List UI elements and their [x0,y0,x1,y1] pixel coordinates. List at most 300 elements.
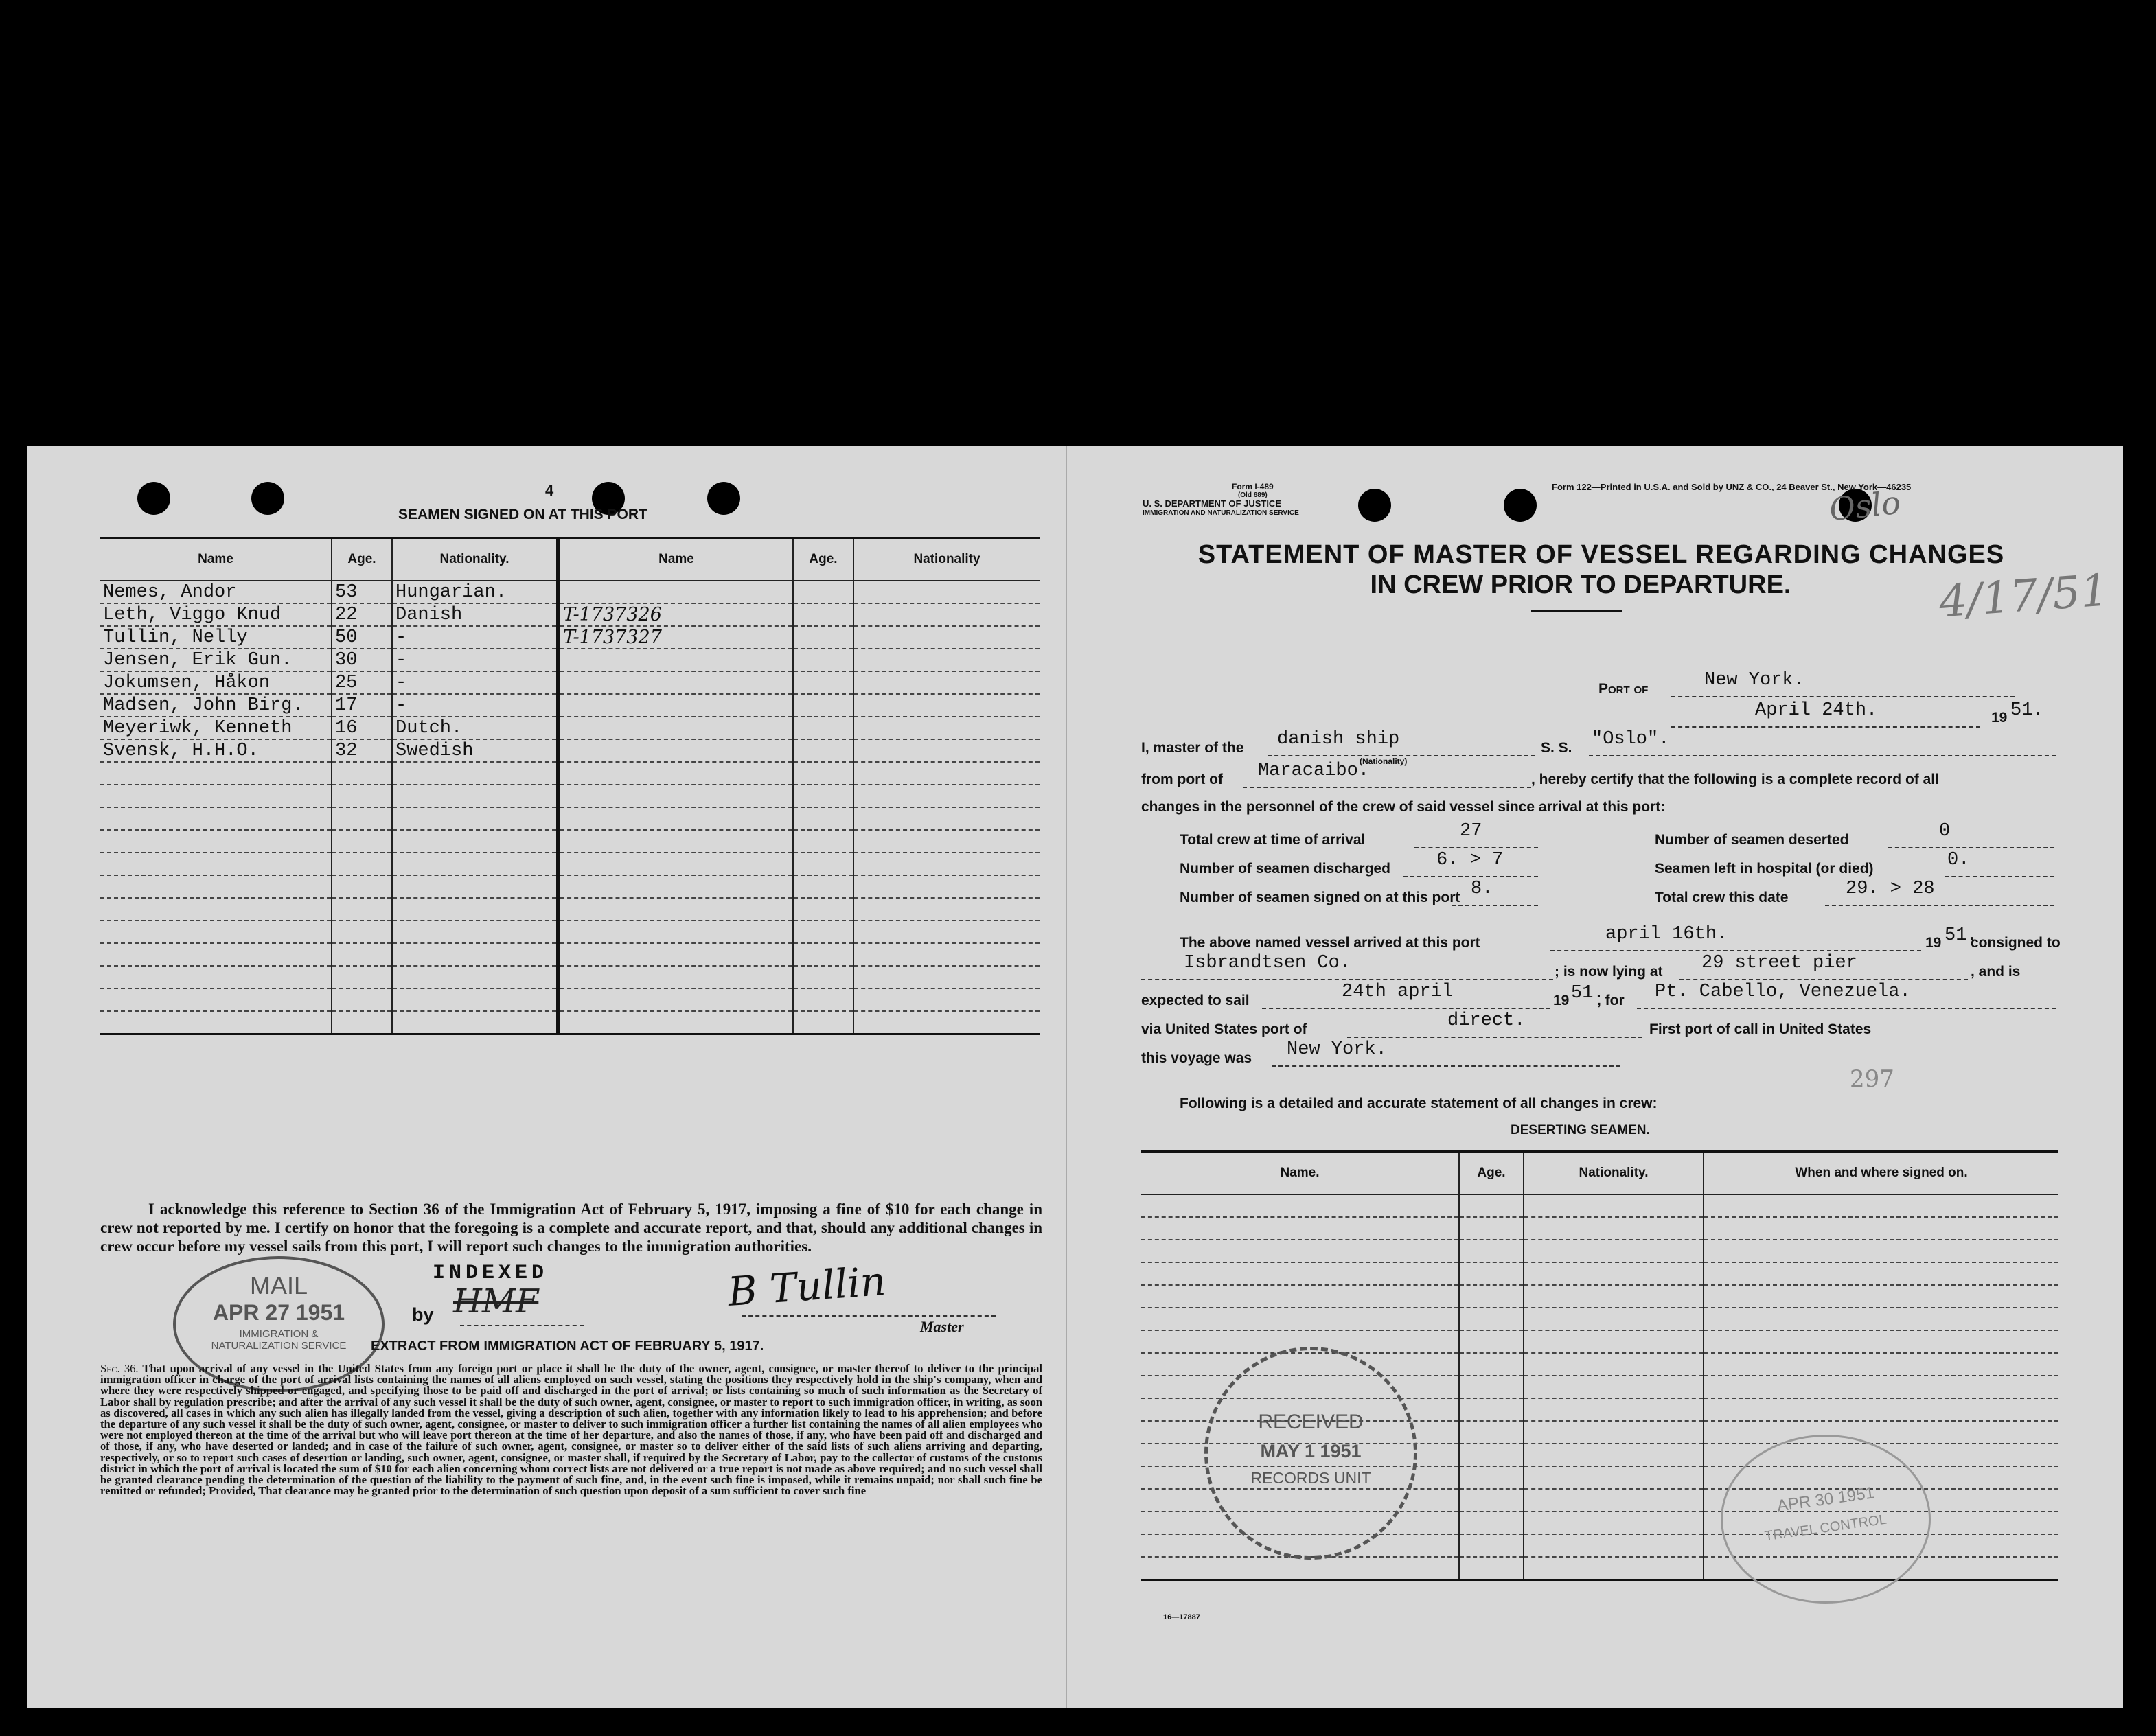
seamen-signed-body [100,581,1040,1034]
table-row [100,603,1040,626]
table-row [100,581,1040,603]
seaman-nationality-2 [853,966,1040,988]
lying-line [1679,979,1968,980]
seaman-name: Meyeriwk, Kenneth [100,717,332,739]
total-today-value: 29. > 28 [1846,879,1935,899]
handwritten-number: 297 [1850,1065,1894,1093]
discharged-line [1403,876,1538,877]
seaman-name: Nemes, Andor [100,581,332,603]
certify-text-2: changes in the personnel of the crew of said vessel since arrival at this port: [1141,799,1666,815]
deserting-name [1141,1194,1459,1217]
deserted-value: 0 [1939,821,1951,842]
table-row [100,921,1040,943]
seaman-note [558,671,793,694]
deserting-signed-on [1704,1398,2058,1421]
seaman-age-2 [793,966,853,988]
sail-year-prefix: 19 [1553,993,1570,1008]
seaman-note [558,830,793,853]
deserting-header-row [1141,1152,2058,1195]
ship-name-value: "Oslo". [1592,729,1670,750]
date-value: April 24th. [1755,700,1878,721]
seaman-age: 53 [332,581,392,603]
deserting-nationality [1524,1353,1704,1376]
seaman-age-2 [793,762,853,785]
sail-date-value: 24th april [1342,982,1454,1002]
nationality-caption: (Nationality) [1360,756,1408,766]
seaman-nationality: Dutch. [392,717,558,739]
seaman-age-2 [793,694,853,717]
handwritten-date: 4/17/51 [1937,565,2110,628]
year-value: 51. [2010,700,2044,721]
seaman-nationality-2 [853,853,1040,875]
deserting-name [1141,1262,1459,1285]
deserting-nationality [1524,1466,1704,1489]
deserting-signed-on [1704,1353,2058,1376]
seaman-nationality-2 [853,671,1040,694]
seaman-note [558,581,793,603]
seaman-name [100,966,332,988]
seaman-nationality [392,898,558,921]
seaman-age [332,988,392,1011]
via-port-value: direct. [1447,1010,1526,1031]
seaman-nationality-2 [853,943,1040,966]
table-row [100,1011,1040,1034]
seaman-age-2 [793,581,853,603]
seaman-nationality [392,966,558,988]
seaman-age-2 [793,830,853,853]
deserting-age [1459,1557,1524,1580]
table-row [100,626,1040,649]
punch-hole [251,482,284,515]
extract-text: That upon arrival of any vessel in the United States from any foreign port or place it shall be the duty of the owner, agent, consignee, or master thereof to deliver to the principal immigration officer in charge of the port of arrival lists containing the names of all aliens employed on such vessel, stating the positions they respectively hold in the ship's company, when and where they were respectively shipped or engaged, and specifying those to be paid off and discharged in the port of arrival; or lists containing so much of such information as the Secretary of Labor shall by regulation prescribe; and after the arrival of any such vessel it shall be the duty of such owner, agent, consignee, or master to report to such immigration officer, in writing, as soon as discovered, all cases in which any such alien has illegally landed from the vessel, giving a description of such alien, together with any information likely to lead to his apprehension; and before the departure of any such vessel it shall be the duty of such owner, agent, consignee, or master to deliver to such immigration officer a further list containing the names of all alien employees who were not employed thereon at the time of the arrival but who will leave port thereon at the time of her departure, and also the names of those, if any, who have been paid off and discharged and of those, if any, who have deserted or landed; and in case of the failure of such owner, agent, consignee, or master so to deliver either of the said lists of such aliens arriving and departing, respectively, or so to report such cases of desertion or landing, such owner, agent, consignee, or master shall, if required by the Secretary of Labor, pay to the collector of customs of the customs district in which the port of arrival is located the sum of $10 for each alien concerning whom correct lists are not delivered or a true report is not made as above required; and no such vessel shall be granted clearance pending the determination of the question of the liability to the payment of such fine, and, in the event such fine is imposed, while it remains unpaid; nor shall such fine be remitted or refunded; Provided, That clearance may be granted prior to the determination of such question upon deposit of a sum sufficient to cover such fine [100,1362,1042,1498]
received-stamp-top: RECEIVED [1258,1411,1364,1433]
deserting-nationality [1524,1444,1704,1466]
seaman-nationality-2 [853,875,1040,898]
seaman-name: Jokumsen, Håkon [100,671,332,694]
seaman-age [332,898,392,921]
master-label: Master [920,1318,964,1335]
form-number: Form I-489 [1232,482,1274,491]
acknowledgement-text: I acknowledge this reference to Section 36 of the Immigration Act of February 5, 1917, imposing a fine of $10 for each change in crew not reported by me. I certify on honor that the foregoing is a complete and accurate report, and that, should any additional changes in crew occur before my vessel sails from this port, I will report such changes to the immigration authorities. [100,1201,1042,1255]
seaman-age-2 [793,603,853,626]
seaman-nationality: Danish [392,603,558,626]
seaman-nationality-2 [853,649,1040,671]
seaman-name [100,762,332,785]
mail-stamp-date: APR 27 1951 [212,1300,345,1325]
deserting-name [1141,1285,1459,1308]
table-row [100,807,1040,830]
total-today-label: Total crew this date [1655,890,1789,905]
seaman-age: 17 [332,694,392,717]
seaman-nationality: - [392,694,558,717]
deserting-name [1141,1240,1459,1262]
deserting-signed-on [1704,1376,2058,1398]
lying-label: ; is now lying at [1555,964,1663,980]
seaman-age [332,807,392,830]
hospital-value: 0. [1947,850,1970,870]
seaman-nationality-2 [853,807,1040,830]
seaman-age-2 [793,921,853,943]
seaman-name [100,830,332,853]
seaman-nationality [392,921,558,943]
punch-hole [137,482,170,515]
deserting-nationality [1524,1376,1704,1398]
table-row [100,671,1040,694]
lying-at-value: 29 street pier [1701,953,1857,973]
total-crew-arrival-line [1414,847,1538,848]
following-text: Following is a detailed and accurate statement of all changes in crew: [1180,1096,1658,1111]
deserting-column-nationality: Nationality. [1524,1152,1704,1195]
seaman-age: 32 [332,739,392,762]
port-of-label: Port of [1598,681,1649,697]
seaman-age: 25 [332,671,392,694]
seaman-note [558,762,793,785]
table-row [100,853,1040,875]
deserting-nationality [1524,1194,1704,1217]
deserting-title: DESERTING SEAMEN. [1511,1123,1650,1137]
service-name: IMMIGRATION AND NATURALIZATION SERVICE [1143,509,1299,517]
and-is-label: , and is [1971,964,2021,980]
sail-year-value: 51. [1571,983,1605,1004]
seaman-age: 22 [332,603,392,626]
left-page [27,446,1066,1708]
seaman-age [332,875,392,898]
port-of-line [1671,696,2015,697]
footer-code: 16—17887 [1163,1613,1200,1621]
deserting-name [1141,1217,1459,1240]
mail-stamp-top: MAIL [249,1271,308,1299]
seaman-note [558,649,793,671]
total-today-line [1825,905,2054,906]
arrived-label: The above named vessel arrived at this port [1180,935,1480,951]
seaman-nationality-2 [853,830,1040,853]
seaman-nationality-2 [853,694,1040,717]
voyage-label: this voyage was [1141,1050,1252,1066]
deserting-nationality [1524,1557,1704,1580]
table-row [1141,1330,2058,1353]
seaman-nationality-2 [853,626,1040,649]
discharged-value: 6. > 7 [1436,850,1504,870]
seaman-name [100,875,332,898]
table-row [1141,1557,2058,1580]
seaman-nationality [392,1011,558,1034]
total-crew-arrival-value: 27 [1460,821,1482,842]
received-stamp [1204,1347,1417,1560]
seaman-nationality [392,762,558,785]
received-stamp-date: MAY 1 1951 [1260,1441,1362,1461]
seaman-name [100,785,332,807]
via-label: via United States port of [1141,1021,1307,1037]
seaman-nationality-2 [853,739,1040,762]
ss-label: S. S. [1541,740,1572,756]
seaman-age-2 [793,626,853,649]
seaman-age: 30 [332,649,392,671]
seaman-age-2 [793,717,853,739]
seaman-nationality: Swedish [392,739,558,762]
deserting-age [1459,1398,1524,1421]
table-row [100,830,1040,853]
seaman-note [558,853,793,875]
seaman-age-2 [793,943,853,966]
seaman-name [100,898,332,921]
table-row [1141,1217,2058,1240]
seaman-name: Jensen, Erik Gun. [100,649,332,671]
deserting-age [1459,1489,1524,1512]
seaman-age [332,1011,392,1034]
master-signature: B Tullin [726,1258,888,1315]
seaman-note [558,921,793,943]
seaman-note [558,966,793,988]
punch-hole [1504,489,1537,522]
table-row [100,875,1040,898]
seaman-nationality [392,853,558,875]
seaman-nationality-2 [853,988,1040,1011]
column-header-nationality: Nationality. [392,538,558,581]
for-label: , for [1597,993,1625,1008]
seaman-name [100,853,332,875]
seaman-nationality: - [392,671,558,694]
voyage-line [1272,1065,1620,1067]
deserting-signed-on [1704,1240,2058,1262]
seaman-note [558,875,793,898]
table-row [1141,1308,2058,1330]
seaman-name: Madsen, John Birg. [100,694,332,717]
hospital-label: Seamen left in hospital (or died) [1655,861,1874,877]
date-line [1671,726,1980,728]
table-row [100,943,1040,966]
table-row [100,966,1040,988]
seaman-age [332,830,392,853]
total-crew-arrival-label: Total crew at time of arrival [1180,832,1366,848]
deserting-nationality [1524,1285,1704,1308]
travel-stamp-date: APR 30 1951 [1776,1483,1876,1516]
destination-value: Pt. Cabello, Venezuela. [1655,982,1911,1002]
port-of-value: New York. [1704,670,1804,691]
deserting-nationality [1524,1217,1704,1240]
deserting-signed-on [1704,1194,2058,1217]
deserting-column-age: Age. [1459,1152,1524,1195]
deserting-age [1459,1330,1524,1353]
deserting-age [1459,1194,1524,1217]
from-port-value: Maracaibo. [1258,761,1370,781]
title-rule [1531,610,1622,612]
seaman-name [100,988,332,1011]
seaman-age-2 [793,671,853,694]
table-row [100,988,1040,1011]
deserting-nationality [1524,1534,1704,1557]
seaman-nationality [392,830,558,853]
deserting-column-signed-on: When and where signed on. [1704,1152,2058,1195]
form-old: (Old 689) [1237,491,1268,499]
deserting-nationality [1524,1512,1704,1534]
table-header-row [100,538,1040,581]
received-stamp-bottom: RECORDS UNIT [1250,1469,1371,1487]
consigned-label: consigned to [1971,935,2061,951]
certify-text: , hereby certify that the following is a complete record of all [1531,772,1939,787]
deserted-label: Number of seamen deserted [1655,832,1849,848]
seaman-age [332,762,392,785]
page-number: 4 [545,482,554,499]
table-row [100,649,1040,671]
seaman-note [558,717,793,739]
deserting-age [1459,1285,1524,1308]
table-row [1141,1194,2058,1217]
deserting-age [1459,1376,1524,1398]
table-row [100,694,1040,717]
ship-name-line [1589,755,2056,756]
deserting-nationality [1524,1330,1704,1353]
seaman-age-2 [793,807,853,830]
arrived-date-value: april 16th. [1605,924,1728,945]
printer-note: Form 122—Printed in U.S.A. and Sold by UNZ & CO., 24 Beaver St., New York—46235 [1552,482,1912,492]
seaman-nationality [392,785,558,807]
seaman-note [558,988,793,1011]
punch-hole [707,482,740,515]
deserting-name [1141,1308,1459,1330]
seaman-name: Tullin, Nelly [100,626,332,649]
consignee-value: Isbrandtsen Co. [1184,953,1351,973]
deserting-age [1459,1421,1524,1444]
table-row [100,762,1040,785]
seaman-note [558,739,793,762]
seaman-nationality-2 [853,1011,1040,1034]
deserting-name [1141,1557,1459,1580]
seaman-age [332,785,392,807]
seaman-name [100,807,332,830]
seaman-note [558,694,793,717]
seaman-nationality-2 [853,603,1040,626]
seaman-age-2 [793,853,853,875]
column-header-name-2: Name [558,538,793,581]
first-call-value: New York. [1287,1039,1387,1060]
by-label: by [412,1304,434,1325]
title-line-2: IN CREW PRIOR TO DEPARTURE. [1370,570,1791,599]
seaman-age [332,966,392,988]
table-row [1141,1240,2058,1262]
seaman-age-2 [793,649,853,671]
seaman-name [100,1011,332,1034]
deserting-age [1459,1534,1524,1557]
section-title: SEAMEN SIGNED ON AT THIS PORT [398,507,647,522]
deserting-age [1459,1353,1524,1376]
deserting-nationality [1524,1489,1704,1512]
seaman-age-2 [793,739,853,762]
signed-on-line [1452,905,1538,906]
deserting-nationality [1524,1398,1704,1421]
table-row [100,785,1040,807]
seaman-age: 50 [332,626,392,649]
signed-on-label: Number of seamen signed on at this port [1180,890,1460,905]
title-line-1: STATEMENT OF MASTER OF VESSEL REGARDING CHANGES [1197,540,2005,569]
seaman-nationality: Hungarian. [392,581,558,603]
seaman-name [100,921,332,943]
seaman-age [332,943,392,966]
handwritten-ship-name: Oslo [1827,483,1903,529]
seaman-nationality-2 [853,898,1040,921]
deserting-signed-on [1704,1421,2058,1444]
seaman-nationality-2 [853,762,1040,785]
punch-hole [1358,489,1391,522]
table-row [100,717,1040,739]
deserting-signed-on [1704,1262,2058,1285]
deserting-nationality [1524,1308,1704,1330]
seaman-note [558,943,793,966]
column-header-age: Age. [332,538,392,581]
seaman-note: T-1737326 [558,603,793,626]
seaman-nationality [392,943,558,966]
seaman-nationality-2 [853,785,1040,807]
seaman-note [558,1011,793,1034]
deserting-age [1459,1217,1524,1240]
column-header-name: Name [100,538,332,581]
ship-nationality-value: danish ship [1277,729,1400,750]
first-call-label: First port of call in United States [1649,1021,1872,1037]
seaman-age-2 [793,875,853,898]
signed-on-value: 8. [1471,879,1493,899]
deserting-signed-on [1704,1308,2058,1330]
deserting-age [1459,1512,1524,1534]
deserting-nationality [1524,1421,1704,1444]
from-port-line [1243,787,1531,788]
seaman-nationality: - [392,626,558,649]
master-of-label: I, master of the [1141,740,1244,756]
arrived-line [1550,950,1921,951]
arrived-year-prefix: 19 [1925,935,1942,951]
seaman-age [332,921,392,943]
table-row [100,898,1040,921]
seaman-age-2 [793,898,853,921]
seaman-age-2 [793,1011,853,1034]
deserting-nationality [1524,1240,1704,1262]
extract-title: EXTRACT FROM IMMIGRATION ACT OF FEBRUARY 5, 1917. [371,1339,764,1354]
destination-line [1637,1008,2056,1009]
seaman-nationality-2 [853,717,1040,739]
year-prefix: 19 [1991,710,2008,726]
extract-text-block [100,1363,1042,1496]
seaman-name: Leth, Viggo Knud [100,603,332,626]
seaman-age [332,853,392,875]
via-line [1347,1037,1642,1038]
seaman-age: 16 [332,717,392,739]
form-number-block [1232,482,1274,499]
column-header-nationality-2: Nationality [853,538,1040,581]
table-row [100,739,1040,762]
sail-date-line [1262,1008,1550,1009]
seaman-nationality [392,988,558,1011]
extract-section-label: Sec. 36. [100,1362,139,1375]
column-header-age-2: Age. [793,538,853,581]
travel-stamp-bottom: TRAVEL CONTROL [1763,1512,1888,1544]
hospital-line [1945,876,2054,877]
mail-stamp-bottom: IMMIGRATION & NATURALIZATION SERVICE [211,1328,347,1352]
deserted-line [1888,847,2054,848]
deserting-signed-on [1704,1285,2058,1308]
seamen-signed-table [100,537,1040,1035]
seaman-name [100,943,332,966]
deserting-column-name: Name. [1141,1152,1459,1195]
seaman-nationality [392,875,558,898]
deserting-age [1459,1262,1524,1285]
seaman-age-2 [793,988,853,1011]
table-row [1141,1262,2058,1285]
seaman-nationality-2 [853,581,1040,603]
table-row [1141,1285,2058,1308]
consignee-line [1141,979,1553,980]
seaman-note [558,785,793,807]
by-line [460,1325,584,1326]
deserting-signed-on [1704,1330,2058,1353]
deserting-age [1459,1240,1524,1262]
